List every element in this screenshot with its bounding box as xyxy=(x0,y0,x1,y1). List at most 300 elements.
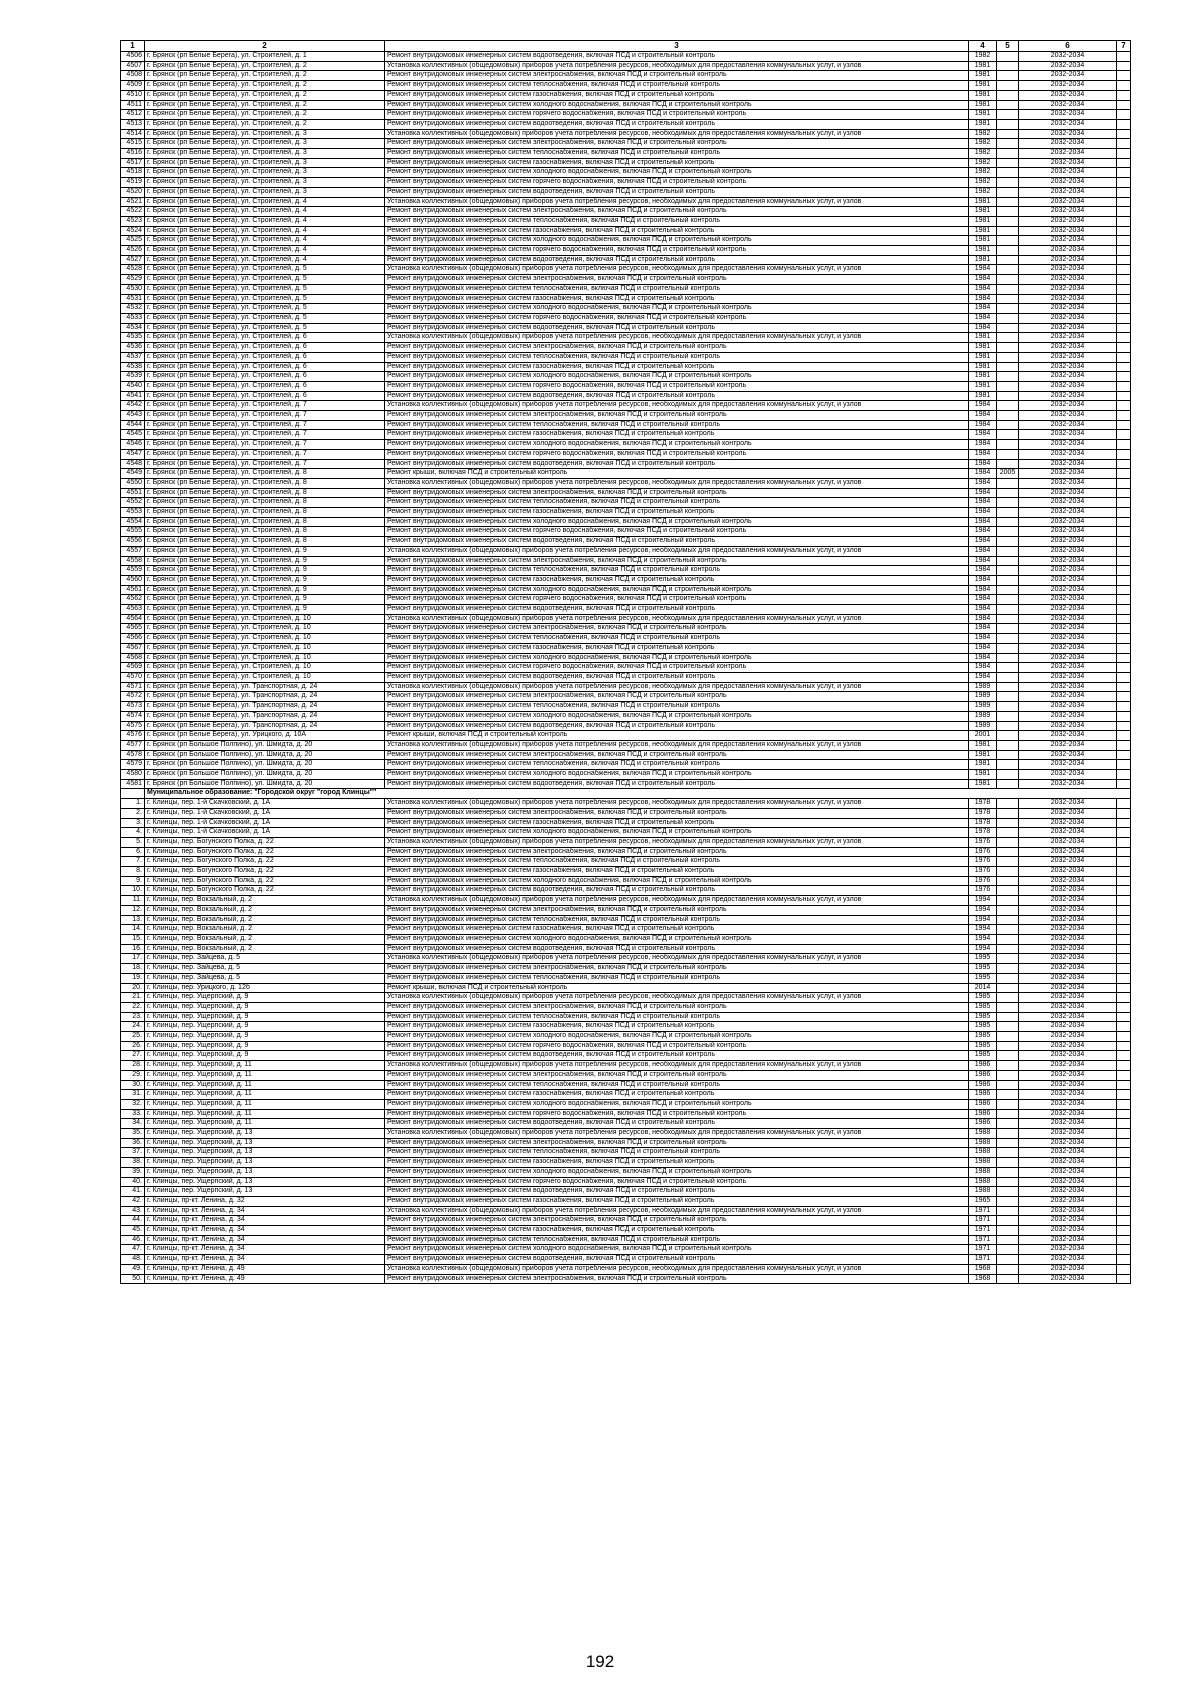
table-cell: 2032-2034 xyxy=(1019,294,1117,304)
repair-schedule-table xyxy=(120,40,1131,1284)
table-cell: г. Клинцы, пр-кт. Ленина, д. 34 xyxy=(145,1255,385,1265)
table-row xyxy=(121,1080,1131,1090)
table-cell: 1976 xyxy=(969,847,997,857)
table-cell: 26. xyxy=(121,1041,145,1051)
table-cell: 1981 xyxy=(969,740,997,750)
table-row xyxy=(121,1002,1131,1012)
table-cell: 1984 xyxy=(969,420,997,430)
table-row xyxy=(121,207,1131,217)
table-row xyxy=(121,692,1131,702)
table-cell: 2032-2034 xyxy=(1019,1245,1117,1255)
table-cell xyxy=(997,1002,1019,1012)
table-cell xyxy=(997,818,1019,828)
table-cell xyxy=(997,430,1019,440)
table-cell: Ремонт внутридомовых инженерных систем горячего водоснабжения, включая ПСД и строительный контроль xyxy=(385,313,969,323)
table-cell xyxy=(997,139,1019,149)
table-cell: г. Брянск (рп Белые Берега), ул. Строителей, д. 5 xyxy=(145,313,385,323)
table-cell xyxy=(1117,1080,1131,1090)
table-cell: 18. xyxy=(121,964,145,974)
table-cell: 1981 xyxy=(969,343,997,353)
table-cell: 2032-2034 xyxy=(1019,1226,1117,1236)
table-row xyxy=(121,1274,1131,1284)
table-cell xyxy=(1117,226,1131,236)
table-cell: 4543 xyxy=(121,411,145,421)
table-cell xyxy=(997,110,1019,120)
table-cell: 2032-2034 xyxy=(1019,1255,1117,1265)
table-cell xyxy=(997,605,1019,615)
table-cell: Ремонт внутридомовых инженерных систем теплоснабжения, включая ПСД и строительный контроль xyxy=(385,634,969,644)
table-row xyxy=(121,352,1131,362)
table-cell xyxy=(997,61,1019,71)
table-cell xyxy=(997,934,1019,944)
table-cell: 4560 xyxy=(121,575,145,585)
table-row xyxy=(121,1138,1131,1148)
table-cell xyxy=(997,1196,1019,1206)
table-cell: 2032-2034 xyxy=(1019,925,1117,935)
table-cell: г. Брянск (рп Белые Берега), ул. Строителей, д. 10 xyxy=(145,614,385,624)
table-cell: Ремонт внутридомовых инженерных систем электроснабжения, включая ПСД и строительный контроль xyxy=(385,1070,969,1080)
table-row xyxy=(121,1012,1131,1022)
table-cell: 1981 xyxy=(969,90,997,100)
table-cell: 4522 xyxy=(121,207,145,217)
table-cell: 1995 xyxy=(969,964,997,974)
table-row xyxy=(121,750,1131,760)
table-cell xyxy=(1117,983,1131,993)
table-cell: Ремонт внутридомовых инженерных систем теплоснабжения, включая ПСД и строительный контроль xyxy=(385,284,969,294)
table-cell: Ремонт внутридомовых инженерных систем газоснабжения, включая ПСД и строительный контроль xyxy=(385,867,969,877)
table-cell: 2032-2034 xyxy=(1019,702,1117,712)
table-cell xyxy=(997,585,1019,595)
table-cell: 2032-2034 xyxy=(1019,1002,1117,1012)
table-cell: г. Брянск (рп Белые Берега), ул. Строителей, д. 6 xyxy=(145,391,385,401)
table-cell: 2032-2034 xyxy=(1019,246,1117,256)
table-cell: 34. xyxy=(121,1119,145,1129)
table-cell: Ремонт внутридомовых инженерных систем горячего водоснабжения, включая ПСД и строительный контроль xyxy=(385,663,969,673)
table-cell xyxy=(1117,508,1131,518)
table-cell: 1994 xyxy=(969,915,997,925)
table-cell: 7. xyxy=(121,857,145,867)
table-cell: Ремонт внутридомовых инженерных систем газоснабжения, включая ПСД и строительный контроль xyxy=(385,226,969,236)
table-cell xyxy=(1117,750,1131,760)
table-cell: 2032-2034 xyxy=(1019,643,1117,653)
table-cell: 1994 xyxy=(969,944,997,954)
table-cell: Ремонт внутридомовых инженерных систем холодного водоснабжения, включая ПСД и строительный контроль xyxy=(385,653,969,663)
table-row xyxy=(121,391,1131,401)
table-cell: г. Брянск (рп Большое Полпино), ул. Шмидта, д. 20 xyxy=(145,779,385,789)
table-cell: 4573 xyxy=(121,702,145,712)
table-cell: г. Клинцы, пер. Зайцева, д. 5 xyxy=(145,973,385,983)
table-cell xyxy=(1117,663,1131,673)
table-cell xyxy=(1117,100,1131,110)
table-cell xyxy=(997,1274,1019,1284)
table-cell: 2032-2034 xyxy=(1019,61,1117,71)
col-header: 2 xyxy=(145,41,385,52)
table-cell: г. Клинцы, пер. Ущерпский, д. 9 xyxy=(145,993,385,1003)
table-cell xyxy=(1117,1226,1131,1236)
table-header-row xyxy=(121,41,1131,52)
table-cell: 4516 xyxy=(121,149,145,159)
table-cell: 2014 xyxy=(969,983,997,993)
table-cell: 38. xyxy=(121,1158,145,1168)
table-cell: Ремонт внутридомовых инженерных систем электроснабжения, включая ПСД и строительный контроль xyxy=(385,71,969,81)
table-cell: Установка коллективных (общедомовых) приборов учета потребления ресурсов, необходимых для предоставления коммунальных услуг, и узлов xyxy=(385,1264,969,1274)
table-cell: 4535 xyxy=(121,333,145,343)
table-cell: г. Брянск (рп Белые Берега), ул. Строителей, д. 8 xyxy=(145,527,385,537)
table-row xyxy=(121,508,1131,518)
table-row xyxy=(121,634,1131,644)
table-cell xyxy=(1117,352,1131,362)
table-row xyxy=(121,614,1131,624)
table-cell xyxy=(997,1226,1019,1236)
table-cell: Ремонт внутридомовых инженерных систем водоотведения, включая ПСД и строительный контроль xyxy=(385,255,969,265)
table-cell: Ремонт внутридомовых инженерных систем электроснабжения, включая ПСД и строительный контроль xyxy=(385,964,969,974)
table-cell: г. Брянск (рп Белые Берега), ул. Строителей, д. 8 xyxy=(145,537,385,547)
table-cell xyxy=(997,847,1019,857)
table-cell: Установка коллективных (общедомовых) приборов учета потребления ресурсов, необходимых для предоставления коммунальных услуг, и узлов xyxy=(385,740,969,750)
table-cell: г. Клинцы, пер. Ущерпский, д. 9 xyxy=(145,1032,385,1042)
table-cell: 4520 xyxy=(121,187,145,197)
table-cell: Ремонт внутридомовых инженерных систем электроснабжения, включая ПСД и строительный контроль xyxy=(385,343,969,353)
table-cell: 45. xyxy=(121,1226,145,1236)
table-row xyxy=(121,857,1131,867)
table-cell: 1985 xyxy=(969,1032,997,1042)
table-row xyxy=(121,313,1131,323)
table-row xyxy=(121,478,1131,488)
table-row xyxy=(121,1032,1131,1042)
table-cell: 1981 xyxy=(969,61,997,71)
table-cell xyxy=(997,905,1019,915)
table-cell xyxy=(1117,343,1131,353)
table-cell xyxy=(1117,1177,1131,1187)
table-cell: г. Клинцы, пр-кт. Ленина, д. 32 xyxy=(145,1196,385,1206)
table-cell: Ремонт внутридомовых инженерных систем холодного водоснабжения, включая ПСД и строительный контроль xyxy=(385,1032,969,1042)
table-cell: г. Брянск (рп Белые Берега), ул. Строителей, д. 3 xyxy=(145,158,385,168)
table-cell xyxy=(1117,275,1131,285)
table-cell: г. Клинцы, пер. Ущерпский, д. 11 xyxy=(145,1109,385,1119)
table-cell xyxy=(1117,556,1131,566)
table-cell: г. Клинцы, пер. Ущерпский, д. 11 xyxy=(145,1070,385,1080)
table-cell: Ремонт крыши, включая ПСД и строительный контроль xyxy=(385,731,969,741)
table-cell: г. Брянск (рп Белые Берега), ул. Строителей, д. 9 xyxy=(145,546,385,556)
table-cell: 2032-2034 xyxy=(1019,837,1117,847)
table-cell: 32. xyxy=(121,1099,145,1109)
table-cell: 2032-2034 xyxy=(1019,381,1117,391)
table-cell: 39. xyxy=(121,1167,145,1177)
table-cell: 2032-2034 xyxy=(1019,1158,1117,1168)
table-cell: 2032-2034 xyxy=(1019,595,1117,605)
table-cell xyxy=(1117,702,1131,712)
table-row xyxy=(121,566,1131,576)
table-cell: г. Клинцы, пер. Ущерпский, д. 11 xyxy=(145,1119,385,1129)
table-cell: Установка коллективных (общедомовых) приборов учета потребления ресурсов, необходимых для предоставления коммунальных услуг, и узлов xyxy=(385,1061,969,1071)
table-row xyxy=(121,808,1131,818)
table-cell: 4545 xyxy=(121,430,145,440)
table-cell: 11. xyxy=(121,896,145,906)
table-cell xyxy=(1117,1167,1131,1177)
table-cell xyxy=(1117,1187,1131,1197)
table-cell xyxy=(1117,1235,1131,1245)
table-cell: 4557 xyxy=(121,546,145,556)
table-cell: 1989 xyxy=(969,711,997,721)
table-row xyxy=(121,401,1131,411)
table-cell: 1981 xyxy=(969,362,997,372)
table-row xyxy=(121,643,1131,653)
table-cell: г. Клинцы, пер. Ущерпский, д. 13 xyxy=(145,1148,385,1158)
table-cell: Установка коллективных (общедомовых) приборов учета потребления ресурсов, необходимых для предоставления коммунальных услуг, и узлов xyxy=(385,614,969,624)
table-cell: 1984 xyxy=(969,556,997,566)
table-cell: г. Клинцы, пр-кт. Ленина, д. 34 xyxy=(145,1235,385,1245)
table-cell: 1976 xyxy=(969,857,997,867)
table-cell: г. Брянск (рп Белые Берега), ул. Строителей, д. 4 xyxy=(145,197,385,207)
table-row xyxy=(121,430,1131,440)
table-cell xyxy=(997,702,1019,712)
table-row xyxy=(121,440,1131,450)
table-row xyxy=(121,1022,1131,1032)
table-cell: 1984 xyxy=(969,546,997,556)
table-cell xyxy=(997,740,1019,750)
table-cell xyxy=(1117,673,1131,683)
table-cell xyxy=(1117,236,1131,246)
table-row xyxy=(121,420,1131,430)
table-cell: 2032-2034 xyxy=(1019,1070,1117,1080)
table-cell xyxy=(997,750,1019,760)
table-cell xyxy=(997,566,1019,576)
table-cell: 4544 xyxy=(121,420,145,430)
table-cell: 4555 xyxy=(121,527,145,537)
table-cell xyxy=(1117,246,1131,256)
table-row xyxy=(121,711,1131,721)
table-row xyxy=(121,1061,1131,1071)
table-cell: 1989 xyxy=(969,682,997,692)
table-row xyxy=(121,1109,1131,1119)
table-cell: 1984 xyxy=(969,478,997,488)
table-row xyxy=(121,770,1131,780)
table-cell: Ремонт внутридомовых инженерных систем холодного водоснабжения, включая ПСД и строительный контроль xyxy=(385,236,969,246)
table-cell: 1981 xyxy=(969,760,997,770)
table-cell: г. Клинцы, пер. Ущерпский, д. 11 xyxy=(145,1080,385,1090)
table-cell: г. Брянск (рп Белые Берега), ул. Транспортная, д. 24 xyxy=(145,721,385,731)
table-cell xyxy=(997,1158,1019,1168)
table-cell: 2032-2034 xyxy=(1019,566,1117,576)
table-cell xyxy=(1117,304,1131,314)
table-row xyxy=(121,1216,1131,1226)
table-cell: 4. xyxy=(121,828,145,838)
table-cell xyxy=(1117,711,1131,721)
table-cell: 1971 xyxy=(969,1216,997,1226)
table-cell: 4531 xyxy=(121,294,145,304)
table-row xyxy=(121,158,1131,168)
table-cell xyxy=(1117,575,1131,585)
table-cell: 2032-2034 xyxy=(1019,498,1117,508)
table-cell: 29. xyxy=(121,1070,145,1080)
table-cell: 2032-2034 xyxy=(1019,983,1117,993)
table-cell xyxy=(1117,808,1131,818)
table-row xyxy=(121,876,1131,886)
table-row xyxy=(121,197,1131,207)
table-cell: 2032-2034 xyxy=(1019,808,1117,818)
table-cell: г. Брянск (рп Белые Берега), ул. Строителей, д. 8 xyxy=(145,469,385,479)
table-cell: Установка коллективных (общедомовых) приборов учета потребления ресурсов, необходимых для предоставления коммунальных услуг, и узлов xyxy=(385,799,969,809)
table-cell xyxy=(997,1051,1019,1061)
table-cell xyxy=(997,362,1019,372)
table-cell: Ремонт внутридомовых инженерных систем теплоснабжения, включая ПСД и строительный контроль xyxy=(385,973,969,983)
table-cell xyxy=(997,265,1019,275)
table-row xyxy=(121,488,1131,498)
table-row xyxy=(121,81,1131,91)
table-cell: г. Клинцы, пр-кт. Ленина, д. 49 xyxy=(145,1274,385,1284)
table-cell: 2032-2034 xyxy=(1019,673,1117,683)
table-cell xyxy=(997,216,1019,226)
table-cell xyxy=(997,1119,1019,1129)
table-cell xyxy=(997,1177,1019,1187)
table-cell: г. Брянск (рп Белые Берега), ул. Строителей, д. 4 xyxy=(145,226,385,236)
table-cell xyxy=(1117,323,1131,333)
table-body-klintsy xyxy=(121,799,1131,1284)
table-cell xyxy=(997,1022,1019,1032)
table-cell: 2032-2034 xyxy=(1019,313,1117,323)
table-cell: 2032-2034 xyxy=(1019,1216,1117,1226)
table-cell: г. Брянск (рп Белые Берега), ул. Транспортная, д. 24 xyxy=(145,692,385,702)
table-row xyxy=(121,1167,1131,1177)
table-cell: 1981 xyxy=(969,333,997,343)
table-cell xyxy=(997,71,1019,81)
table-cell: Ремонт внутридомовых инженерных систем водоотведения, включая ПСД и строительный контроль xyxy=(385,1119,969,1129)
table-cell xyxy=(1117,837,1131,847)
table-cell xyxy=(1117,498,1131,508)
table-cell xyxy=(1117,1090,1131,1100)
table-cell xyxy=(997,255,1019,265)
table-cell: 1981 xyxy=(969,119,997,129)
table-cell: 1984 xyxy=(969,614,997,624)
table-cell: 4550 xyxy=(121,478,145,488)
table-cell: Ремонт внутридомовых инженерных систем водоотведения, включая ПСД и строительный контроль xyxy=(385,673,969,683)
table-row xyxy=(121,1177,1131,1187)
table-cell xyxy=(997,1080,1019,1090)
table-cell: Ремонт внутридомовых инженерных систем водоотведения, включая ПСД и строительный контроль xyxy=(385,52,969,62)
table-row xyxy=(121,915,1131,925)
table-cell: 2032-2034 xyxy=(1019,537,1117,547)
table-cell: Ремонт внутридомовых инженерных систем газоснабжения, включая ПСД и строительный контроль xyxy=(385,1226,969,1236)
table-row xyxy=(121,828,1131,838)
table-cell: 2032-2034 xyxy=(1019,81,1117,91)
table-cell xyxy=(997,808,1019,818)
table-cell xyxy=(997,711,1019,721)
table-cell xyxy=(1117,993,1131,1003)
table-cell: 4559 xyxy=(121,566,145,576)
table-cell xyxy=(1117,867,1131,877)
table-cell: г. Брянск (рп Белые Берега), ул. Строителей, д. 6 xyxy=(145,362,385,372)
section-title: Муниципальное образование: "Городской округ "город Клинцы"" xyxy=(145,789,1131,799)
table-row xyxy=(121,721,1131,731)
table-cell: г. Брянск (рп Белые Берега), ул. Строителей, д. 5 xyxy=(145,265,385,275)
table-row xyxy=(121,595,1131,605)
table-cell: г. Брянск (рп Белые Берега), ул. Урицкого, д. 10А xyxy=(145,731,385,741)
table-cell xyxy=(997,575,1019,585)
table-cell: г. Брянск (рп Белые Берега), ул. Строителей, д. 2 xyxy=(145,119,385,129)
table-cell xyxy=(1117,168,1131,178)
table-cell: 2032-2034 xyxy=(1019,158,1117,168)
table-cell xyxy=(1117,1196,1131,1206)
table-cell xyxy=(997,372,1019,382)
table-cell: Ремонт внутридомовых инженерных систем водоотведения, включая ПСД и строительный контроль xyxy=(385,779,969,789)
table-cell: Ремонт внутридомовых инженерных систем газоснабжения, включая ПСД и строительный контроль xyxy=(385,362,969,372)
table-cell xyxy=(1117,469,1131,479)
table-cell: 1971 xyxy=(969,1206,997,1216)
table-cell xyxy=(1117,459,1131,469)
table-cell: 1984 xyxy=(969,304,997,314)
table-row xyxy=(121,149,1131,159)
table-cell: г. Брянск (рп Белые Берега), ул. Строителей, д. 9 xyxy=(145,595,385,605)
table-cell: 2032-2034 xyxy=(1019,614,1117,624)
table-cell xyxy=(1117,731,1131,741)
table-cell: 1995 xyxy=(969,954,997,964)
table-cell xyxy=(1117,1206,1131,1216)
table-cell: 2032-2034 xyxy=(1019,255,1117,265)
table-cell: 33. xyxy=(121,1109,145,1119)
table-cell: Установка коллективных (общедомовых) приборов учета потребления ресурсов, необходимых для предоставления коммунальных услуг, и узлов xyxy=(385,993,969,1003)
table-cell: Ремонт внутридомовых инженерных систем горячего водоснабжения, включая ПСД и строительный контроль xyxy=(385,110,969,120)
table-row xyxy=(121,702,1131,712)
table-cell xyxy=(997,488,1019,498)
table-cell: 2032-2034 xyxy=(1019,721,1117,731)
table-cell: 2032-2034 xyxy=(1019,1080,1117,1090)
table-cell: 2032-2034 xyxy=(1019,333,1117,343)
table-cell: Установка коллективных (общедомовых) приборов учета потребления ресурсов, необходимых для предоставления коммунальных услуг, и узлов xyxy=(385,401,969,411)
table-cell: 1985 xyxy=(969,1012,997,1022)
table-cell: 1986 xyxy=(969,1070,997,1080)
table-cell: 1984 xyxy=(969,313,997,323)
table-cell: Установка коллективных (общедомовых) приборов учета потребления ресурсов, необходимых для предоставления коммунальных услуг, и узлов xyxy=(385,333,969,343)
table-cell xyxy=(997,1264,1019,1274)
table-cell: 4570 xyxy=(121,673,145,683)
table-cell: г. Клинцы, пер. Ущерпский, д. 9 xyxy=(145,1022,385,1032)
table-cell xyxy=(997,1255,1019,1265)
table-cell: 1984 xyxy=(969,430,997,440)
table-cell: 1984 xyxy=(969,498,997,508)
table-cell: 1981 xyxy=(969,81,997,91)
table-cell xyxy=(997,1148,1019,1158)
table-row xyxy=(121,575,1131,585)
table-cell: 2032-2034 xyxy=(1019,168,1117,178)
table-cell: 1981 xyxy=(969,197,997,207)
table-cell xyxy=(997,498,1019,508)
table-cell: 1981 xyxy=(969,207,997,217)
table-cell: 2032-2034 xyxy=(1019,575,1117,585)
table-cell xyxy=(997,1167,1019,1177)
table-cell: г. Брянск (рп Белые Берега), ул. Строителей, д. 8 xyxy=(145,488,385,498)
table-cell xyxy=(997,527,1019,537)
table-cell: Ремонт внутридомовых инженерных систем водоотведения, включая ПСД и строительный контроль xyxy=(385,721,969,731)
table-cell: Ремонт внутридомовых инженерных систем теплоснабжения, включая ПСД и строительный контроль xyxy=(385,702,969,712)
table-cell: 1984 xyxy=(969,440,997,450)
table-cell: Ремонт внутридомовых инженерных систем теплоснабжения, включая ПСД и строительный контроль xyxy=(385,498,969,508)
table-cell xyxy=(1117,313,1131,323)
table-cell: г. Брянск (рп Белые Берега), ул. Транспортная, д. 24 xyxy=(145,682,385,692)
table-cell: Ремонт внутридомовых инженерных систем горячего водоснабжения, включая ПСД и строительный контроль xyxy=(385,381,969,391)
table-cell: 28. xyxy=(121,1061,145,1071)
table-row xyxy=(121,168,1131,178)
table-cell xyxy=(1117,420,1131,430)
table-cell: Ремонт внутридомовых инженерных систем водоотведения, включая ПСД и строительный контроль xyxy=(385,944,969,954)
table-cell: 2032-2034 xyxy=(1019,886,1117,896)
table-cell: г. Брянск (рп Белые Берега), ул. Строителей, д. 8 xyxy=(145,517,385,527)
table-cell xyxy=(1117,294,1131,304)
table-cell xyxy=(997,973,1019,983)
table-row xyxy=(121,993,1131,1003)
table-cell: 1976 xyxy=(969,876,997,886)
table-cell xyxy=(1117,770,1131,780)
table-cell xyxy=(997,168,1019,178)
